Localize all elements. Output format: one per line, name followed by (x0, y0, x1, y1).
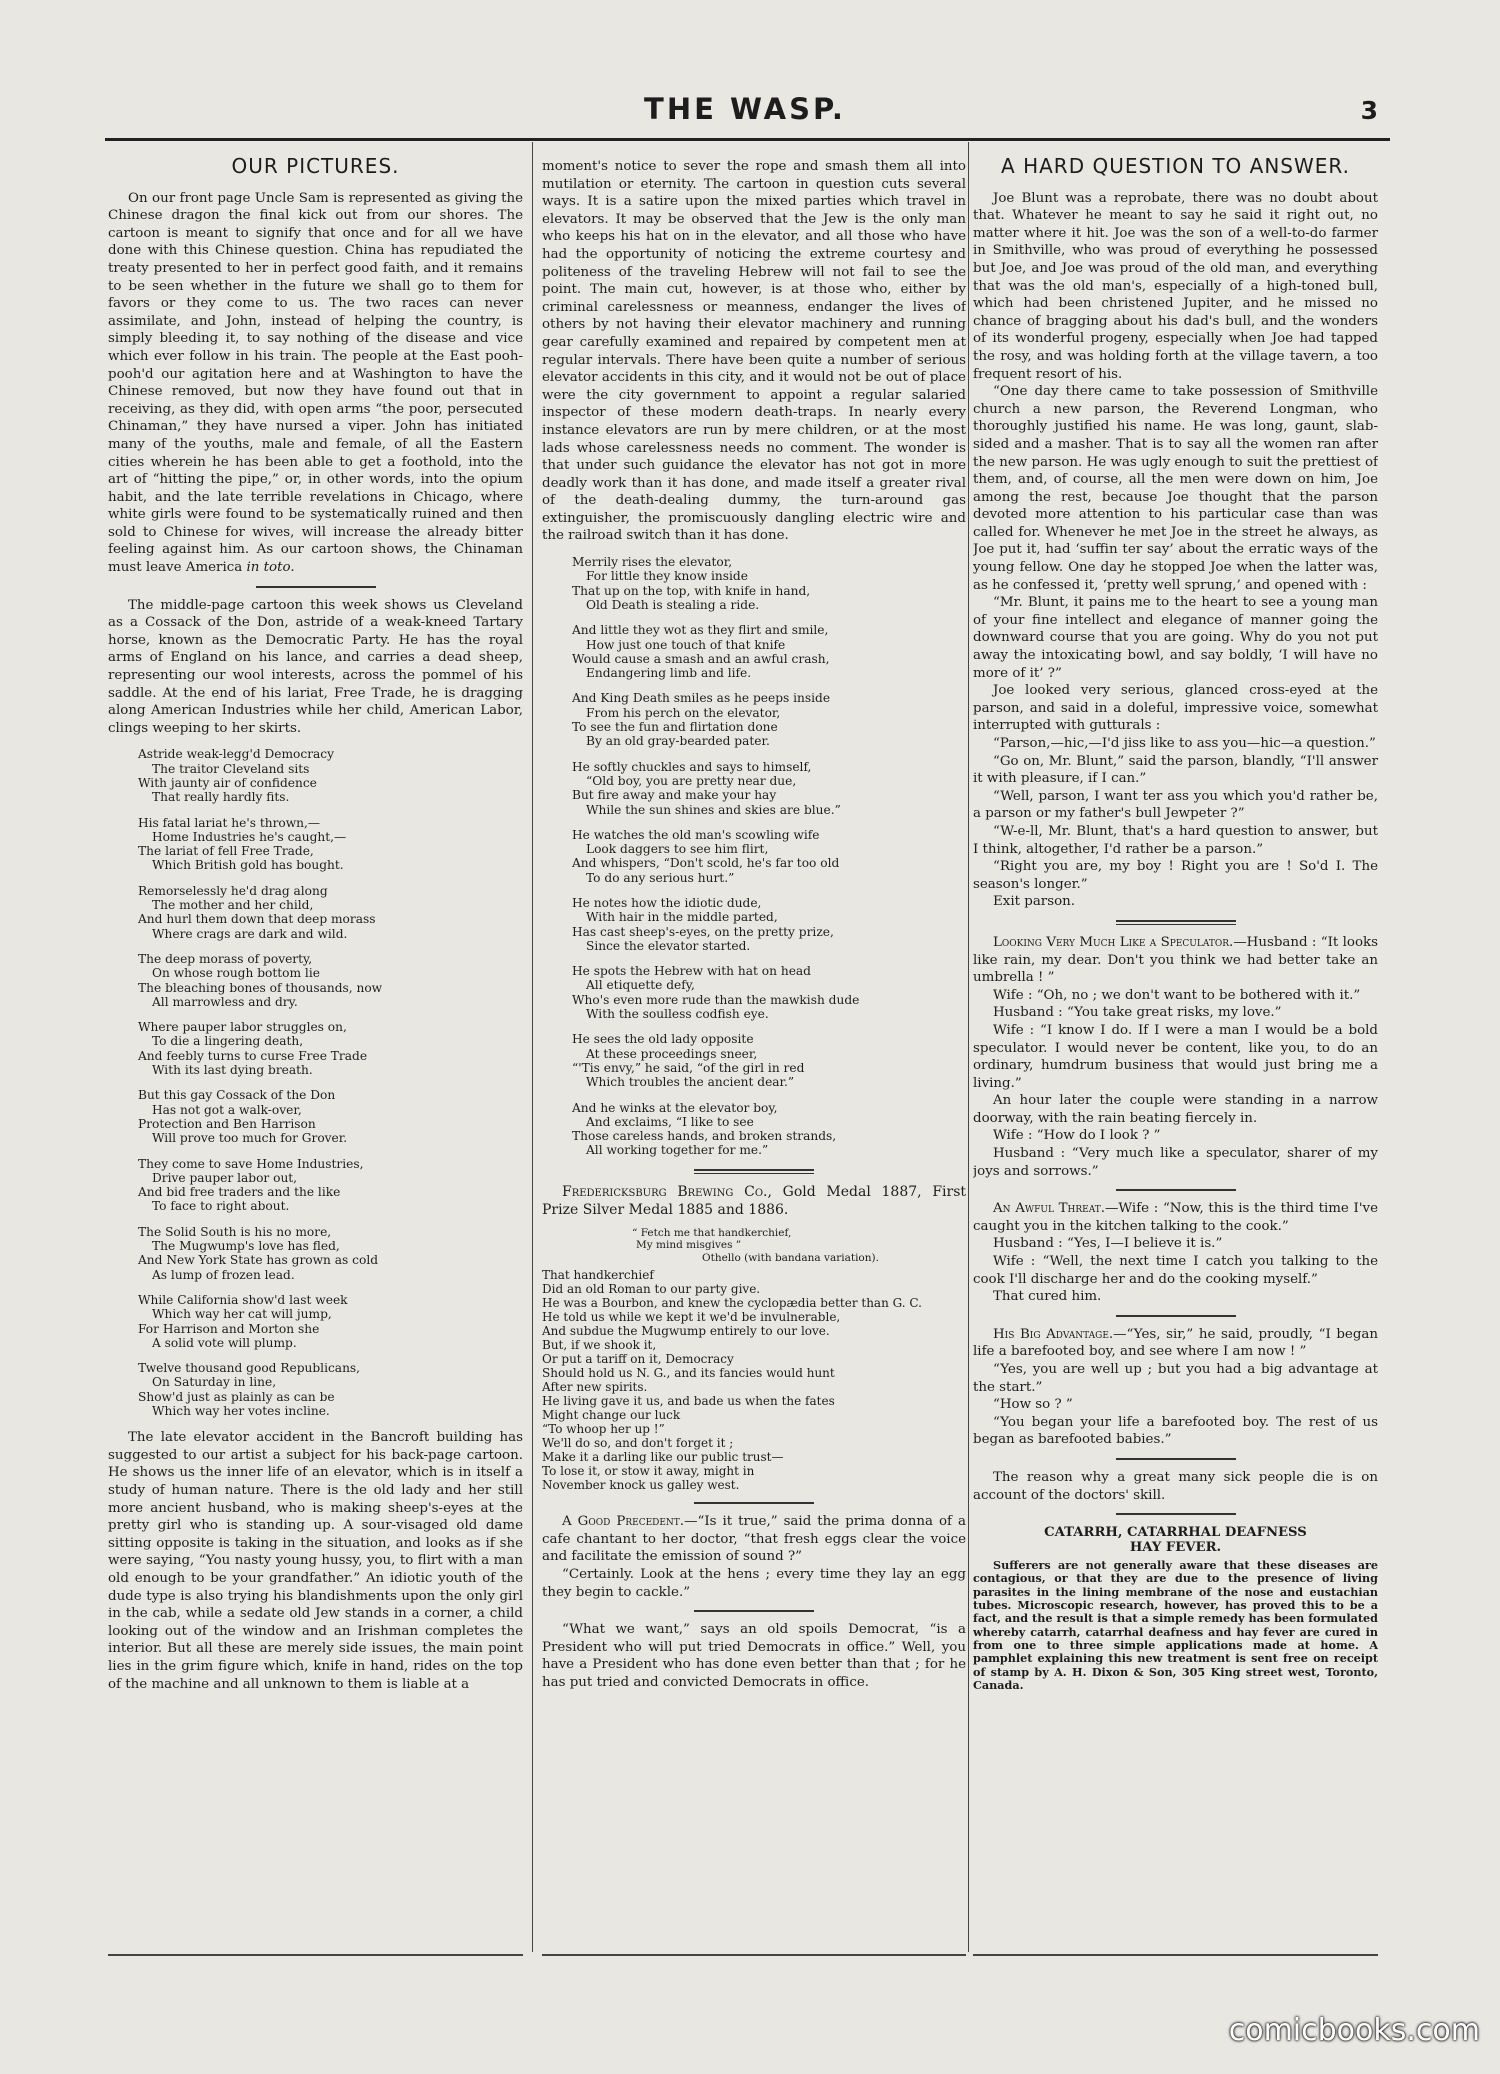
poem-line: On whose rough bottom lie (152, 966, 320, 981)
poem-line: At these proceedings sneer, (586, 1046, 758, 1061)
poem-line: Where crags are dark and wild. (152, 926, 348, 941)
section-divider (1116, 1315, 1236, 1317)
poem-line: Endangering limb and life. (586, 666, 752, 681)
poem-line: The bleaching bones of thousands, now (138, 980, 383, 995)
verse-line: He was a Bourbon, and knew the cyclopædia better than G. C. (542, 1296, 922, 1311)
verse-line: To lose it, or stow it away, might in (542, 1464, 755, 1479)
item-paragraph: “How so ? ” (993, 1397, 1073, 1413)
poem-line: And hurl them down that deep morass (138, 912, 376, 927)
poem-line: He watches the old man's scowling wife (572, 827, 820, 842)
poem-line: The mother and her child, (152, 898, 314, 913)
article-paragraph: Exit parson. (993, 894, 1076, 910)
poem-line: Those careless hands, and broken strands, (572, 1129, 837, 1144)
verse-line: And subdue the Mugwump entirely to our love. (542, 1324, 830, 1339)
poem-line: Which way her votes incline. (152, 1403, 330, 1418)
poem-line: Which British gold has bought. (152, 858, 344, 873)
poem-line: Which troubles the ancient dear.” (586, 1075, 795, 1090)
poem-line: A solid vote will plump. (152, 1335, 297, 1350)
section-heading-our-pictures: OUR PICTURES. (231, 154, 400, 178)
item-paragraph: That cured him. (993, 1289, 1102, 1305)
item-paragraph: An Awful Threat.—Wife : “Now, this is the third time I've caught you in the kitchen talking to the cook.” (973, 1201, 1378, 1234)
doctors-paragraph: The reason why a great many sick people die is on account of the doctors' skill. (973, 1469, 1378, 1503)
article-paragraph: Joe looked very serious, glanced cross-eyed at the parson, and said in a doleful, impressive voice, somewhat interrupted with gutturals : (973, 683, 1378, 734)
precedent-paragraph: A Good Precedent.—“Is it true,” said the prima donna of a cafe chantant to her doctor, “that fresh eggs clear the voice and facilitate the emission of sound ?” (542, 1514, 966, 1565)
poem-stanza (138, 747, 523, 804)
section-divider (1116, 1458, 1236, 1460)
poem-line: On Saturday in line, (152, 1375, 277, 1390)
verse-line: Make it a darling like our public trust— (542, 1450, 784, 1465)
item-paragraph: Husband : “Very much like a speculator, sharer of my joys and sorrows.” (973, 1146, 1378, 1179)
poem-elevator (572, 555, 966, 1158)
poem-line: And whispers, “Don't scold, he's far too old (572, 856, 840, 871)
poem-stanza (138, 816, 523, 873)
verse-line: Did an old Roman to our party give. (542, 1282, 761, 1297)
epigraph (632, 1227, 966, 1265)
section-divider (1116, 920, 1236, 925)
advert-title: CATARRH, CATARRHAL DEAFNESS HAY FEVER. (1044, 1525, 1307, 1556)
poem-line: All marrowless and dry. (152, 994, 298, 1009)
item-paragraph: His Big Advantage.—“Yes, sir,” he said, proudly, “I began life a barefooted boy, and see where I am now ! ” (973, 1326, 1378, 1360)
poem-line: And exclaims, “I like to see (586, 1114, 754, 1129)
section-divider (256, 586, 376, 588)
poem-line: To face to right about. (152, 1199, 290, 1214)
article-paragraph: “Right you are, my boy ! Right you are ! So'd I. The season's longer.” (973, 859, 1378, 892)
watermark-logo: comicbooks.com (1228, 2013, 1480, 2048)
column-middle (542, 158, 966, 1958)
poem-line: For Harrison and Morton she (138, 1321, 320, 1336)
header-rule (105, 138, 1390, 141)
poem-stanza (572, 1032, 966, 1089)
handkerchief-verse (542, 1268, 966, 1492)
poem-line: Which way her cat will jump, (152, 1307, 332, 1322)
poem-stanza (138, 1088, 523, 1145)
poem-line: Old Death is stealing a ride. (586, 597, 760, 612)
precedent-reply: “Certainly. Look at the hens ; every time they lay an egg they begin to cackle.” (542, 1567, 966, 1600)
poem-line: With jaunty air of confidence (138, 776, 317, 790)
poem-line: Who's even more rude than the mawkish dude (572, 992, 860, 1007)
verse-line: That handkerchief (542, 1268, 654, 1283)
item-paragraph: Wife : “How do I look ? ” (993, 1128, 1161, 1144)
article-paragraph: On our front page Uncle Sam is represented as giving the Chinese dragon the final kick out from our shores. The cartoon is meant to signify that once and for all we have done with this Chinese question. China has repudiated the treaty presented to her in perfect good faith, and it remains to be seen whether in the future we shall go to them for favors or they come to us. The two races can never assimilate, and John, instead of helping the country, is simply bleeding it, to say nothing of the disease and vice which ever follow in his train. The people at the East pooh-pooh'd our agitation here and at Washington to have the Chinese removed, but now they have found out that in receiving, as they did, with open arms “the poor, persecuted Chinaman,” they have nursed a viper. John has initiated many of the youths, male and female, of all the Eastern cities wherein he has been able to get a foothold, into the art of “hitting the pipe,” or, in other words, into the opium habit, and the late terrible revelations in Chicago, where white girls were found to be systematically ruined and then sold to Chinese for wives, will increase the already bitter feeling against him. As our cartoon shows, the Chinaman must leave America in toto. (108, 190, 523, 576)
poem-line: As lump of frozen lead. (152, 1267, 295, 1282)
article-paragraph: moment's notice to sever the rope and smash them all into mutilation or eternity. The cartoon in question cuts several ways. It is a satire upon the mixed parties which travel in elevators. It may be observed that the Jew is the only man who keeps his hat on in the elevator, and all those who have had the opportunity of noticing the extreme courtesy and politeness of the traveling Hebrew will not fail to see the point. The main cut, however, is at those who, either by criminal carelessness or meanness, endanger the lives of others by not having their elevator machinery and running gear carefully examined and repaired by competent men at regular intervals. There have been quite a number of serious elevator accidents in this city, and it would not be out of place were the city government to appoint a regular salaried inspector of these modern death-traps. In nearly every instance elevators are run by mere children, or at the most lads whose carelessness needs no comment. The wonder is that under such guidance the elevator has not got in more deadly work than it has done, and made itself a greater rival of the death-dealing dummy, the turn-around gas extinguisher, the promiscuously dangling electric wire and the railroad switch than it has done. (542, 159, 966, 544)
masthead-title: THE WASP. (644, 92, 846, 126)
poem-line: Astride weak-legg'd Democracy (138, 747, 335, 762)
poem-line: Show'd just as plainly as can be (138, 1389, 335, 1404)
brewing-notice: Fredericksburg Brewing Co., Gold Medal 1887, First Prize Silver Medal 1885 and 1886. (542, 1183, 966, 1218)
item-paragraph: Husband : “You take great risks, my love.” (993, 1005, 1282, 1021)
poem-line: Twelve thousand good Republicans, (138, 1361, 361, 1376)
column-bottom-rule (973, 1954, 1378, 1956)
column-right (973, 148, 1378, 1948)
advert-body: Sufferers are not generally aware that these diseases are contagious, or that they are due to the presence of living parasites in the lining membrane of the nose and eustachian tubes. Microscopic research, however, has proved this to be a fact, and the result is that a simple remedy has been formulated whereby catarrh, catarrhal deafness and hay fever are cured in from one to three simple applications made at home. A pamphlet explaining this new treatment is sent free on receipt of stamp by A. H. Dixon & Son, 305 King street west, Toronto, Canada. (973, 1558, 1378, 1692)
poem-line: With the soulless codfish eye. (586, 1007, 769, 1022)
poem-line: The traitor Cleveland sits (152, 761, 310, 776)
poem-stanza (572, 623, 966, 680)
article-paragraph: “Parson,—hic,—I'd jiss like to ass you—hic—a question.” (993, 736, 1376, 751)
poem-line: From his perch on the elevator, (586, 705, 781, 720)
speculator-item (973, 934, 1378, 1180)
poem-line: For little they know inside (586, 569, 748, 584)
section-divider (1116, 1189, 1236, 1191)
verse-line: November knock us galley west. (542, 1478, 740, 1493)
poem-stanza (138, 884, 523, 941)
poem-line: While the sun shines and skies are blue.” (586, 802, 841, 817)
column-left (108, 148, 523, 1948)
poem-stanza (572, 828, 966, 885)
poem-line: And feebly turns to curse Free Trade (138, 1048, 368, 1063)
verse-line: Might change our luck (542, 1408, 681, 1423)
item-paragraph: “Yes, you are well up ; but you had a big advantage at the start.” (973, 1362, 1378, 1395)
poem-line: “'Tis envy,” he said, “of the girl in red (572, 1060, 805, 1075)
poem-stanza (572, 1101, 966, 1158)
item-paragraph: Husband : “Yes, I—I believe it is.” (993, 1236, 1223, 1252)
article-paragraph: The middle-page cartoon this week shows us Cleveland as a Cossack of the Don, astride of a weak-kneed Tartary horse, known as the Democratic Party. He has the royal arms of England on his lance, and carries a dead sheep, representing our wool interests, across the pommel of his saddle. At the end of his lariat, Free Trade, he is dragging along American Industries while her child, American Labor, clings weeping to her skirts. (108, 597, 523, 736)
poem-line: And King Death smiles as he peeps inside (572, 691, 831, 706)
verse-line: He told us while we kept it we'd be invulnerable, (542, 1310, 841, 1325)
section-divider (1116, 1513, 1236, 1515)
poem-line: By an old gray-bearded pater. (586, 734, 770, 749)
epigraph-line: Othello (with bandana variation). (702, 1251, 879, 1264)
poem-stanza (572, 555, 966, 612)
item-paragraph: Wife : “Well, the next time I catch you talking to the cook I'll discharge her and do the cooking myself.” (973, 1254, 1378, 1287)
section-divider (694, 1502, 814, 1504)
poem-line: Has not got a walk-over, (152, 1102, 302, 1117)
verse-line: He living gave it us, and bade us when the fates (542, 1394, 835, 1409)
verse-line: “To whoop her up !” (542, 1422, 665, 1437)
poem-line: The Mugwump's love has fled, (152, 1239, 340, 1254)
item-paragraph: Looking Very Much Like a Speculator.—Husband : “It looks like rain, my dear. Don't you think we had better take an umbrella ! ” (973, 934, 1378, 986)
poem-cossack (138, 747, 523, 1418)
item-paragraph: “You began your life a barefooted boy. The rest of us began as barefooted babies.” (973, 1414, 1378, 1448)
poem-stanza (572, 964, 966, 1021)
poem-line: He notes how the idiotic dude, (572, 896, 762, 910)
poem-line: While California show'd last week (138, 1292, 348, 1307)
poem-stanza (138, 1020, 523, 1077)
poem-line: Drive pauper labor out, (152, 1170, 298, 1185)
article-paragraph: “Go on, Mr. Blunt,” said the parson, blandly, “I'll answer it with pleasure, if I can.” (973, 753, 1378, 787)
poem-line: But fire away and make your hay (572, 788, 777, 803)
poem-line: And he winks at the elevator boy, (572, 1100, 778, 1115)
poem-stanza (572, 760, 966, 817)
article-paragraph: “One day there came to take possession of Smithville church a new parson, the Reverend Longman, who thoroughly justified his name. He was long, gaunt, slab-sided and a masher. That is to say all the women ran after the new parson. He was ugly enough to suit the prettiest of them, and, of course, all the men were down on him, Joe among the rest, because Joe thought that the parson devoted more attention to his particular case than was called for. Whenever he met Joe in the street he always, as Joe put it, had ‘suffin ter say’ about the erratic ways of the young fellow. One day he stopped Joe when the latter was, as he confessed it, ‘pretty well sprung,’ and opened with : (973, 384, 1378, 593)
poem-line: “Old boy, you are pretty near due, (586, 773, 797, 788)
page-number: 3 (1360, 96, 1378, 125)
item-paragraph: Wife : “I know I do. If I were a man I would be a bold speculator. I would never be content, like you, to do an ordinary, humdrum business that would just bring me a living.” (973, 1022, 1378, 1091)
poem-line: Will prove too much for Grover. (152, 1131, 348, 1146)
poem-line: With its last dying breath. (152, 1063, 313, 1078)
verse-line: Should hold us N. G., and its fancies would hunt (542, 1366, 835, 1381)
verse-line: Or put a tariff on it, Democracy (542, 1352, 734, 1367)
poem-line: The Solid South is his no more, (138, 1224, 332, 1239)
poem-stanza (572, 896, 966, 953)
verse-line: But, if we shook it, (542, 1338, 657, 1353)
poem-line: And New York State has grown as cold (138, 1253, 379, 1268)
poem-line: Has cast sheep's-eyes, on the pretty prize, (572, 924, 834, 939)
poem-line: That up on the top, with knife in hand, (572, 583, 811, 598)
poem-line: His fatal lariat he's thrown,— (138, 815, 321, 830)
poem-line: Merrily rises the elevator, (572, 555, 733, 570)
item-paragraph: An hour later the couple were standing in a narrow doorway, with the rain beating fiercely in. (973, 1093, 1378, 1126)
epigraph-line: “ Fetch me that handkerchief, (632, 1226, 792, 1239)
poem-stanza (572, 691, 966, 748)
poem-line: Since the elevator started. (586, 938, 751, 953)
poem-line: But this gay Cossack of the Don (138, 1088, 336, 1103)
poem-line: The lariat of fell Free Trade, (138, 844, 314, 859)
poem-line: Protection and Ben Harrison (138, 1116, 316, 1131)
article-paragraph: “Well, parson, I want ter ass you which you'd rather be, a parson or my father's bull Jewpeter ?” (973, 788, 1378, 822)
democrat-paragraph: “What we want,” says an old spoils Democrat, “is a President who will put tried Democrats in office.” Well, you have a President who has done even better than that ; for he has put tried and convicted Democrats in office. (542, 1622, 966, 1690)
poem-line: The deep morass of poverty, (138, 951, 313, 966)
poem-line: All working together for me.” (586, 1143, 769, 1158)
section-divider (694, 1610, 814, 1612)
poem-line: To see the fun and flirtation done (572, 720, 778, 735)
article-paragraph: “Mr. Blunt, it pains me to the heart to see a young man of your fine intellect and elegance of manner going the downward course that you are going. Why do you not put away the intoxicating bowl, and say boldly, ‘I will have no more of it’ ?” (973, 595, 1378, 681)
article-paragraph: “W-e-ll, Mr. Blunt, that's a hard question to answer, but I think, altogether, I'd rather be a parson.” (973, 823, 1378, 857)
item-paragraph: Wife : “Oh, no ; we don't want to be bothered with it.” (993, 987, 1361, 1003)
poem-line: Remorselessly he'd drag along (138, 883, 328, 898)
poem-line: Home Industries he's caught,— (152, 829, 347, 844)
column-divider (968, 142, 969, 1952)
poem-line: And little they wot as they flirt and smile, (572, 623, 829, 638)
poem-line: He softly chuckles and says to himself, (572, 759, 812, 774)
advantage-item (973, 1326, 1378, 1449)
poem-line: With hair in the middle parted, (586, 910, 778, 925)
poem-line: All etiquette defy, (586, 978, 695, 993)
poem-stanza (138, 1293, 523, 1350)
poem-line: To die a lingering death, (152, 1034, 304, 1049)
poem-line: He spots the Hebrew with hat on head (572, 964, 811, 979)
column-bottom-rule (108, 1954, 523, 1956)
article-paragraph: The late elevator accident in the Bancroft building has suggested to our artist a subject for his back-page cartoon. He shows us the inner life of an elevator, which is in itself a study of human nature. There is the old lady and her still more ancient husband, who is making sheep's-eyes at the pretty girl who is standing up. A sour-visaged old dame sitting opposite is taking in the situation, and looks as if she were saying, “You nasty young hussy, you, to flirt with a man old enough to be your grandfather.” An idiotic youth of the dude type is also trying his blandishments upon the only girl in the cab, while a sedate old Jew stands in a corner, a child looking out of the window and an Irishman completes the interior. But all these are merely side issues, the main point lies in the grim figure which, knife in hand, rides on the top of the machine and all unknown to them is liable at a (108, 1430, 523, 1692)
poem-line: Where pauper labor struggles on, (138, 1020, 347, 1035)
section-heading-hard-question: A HARD QUESTION TO ANSWER. (1001, 154, 1350, 178)
poem-line: He sees the old lady opposite (572, 1032, 754, 1047)
section-divider (694, 1169, 814, 1174)
poem-line: And bid free traders and the like (138, 1185, 341, 1200)
poem-stanza (138, 1361, 523, 1418)
verse-line: After new spirits. (542, 1380, 648, 1395)
poem-line: Would cause a smash and an awful crash, (572, 651, 830, 666)
article-paragraph: Joe Blunt was a reprobate, there was no doubt about that. Whatever he meant to say he said it right out, no matter where it hit. Joe was the son of a well-to-do farmer in Smithville, who was proud of everything he possessed but Joe, and Joe was proud of the old man, and everything that was the old man's, especially of a high-toned bull, which had been christened Jupiter, and he missed no chance of bragging about his dad's bull, and the wonders of its wonderful progeny, especially when Joe had tapped the rosy, and was holding forth at the village tavern, a too frequent resort of his. (973, 190, 1378, 382)
verse-line: We'll do so, and don't forget it ; (542, 1436, 734, 1451)
poem-line: How just one touch of that knife (586, 637, 786, 652)
poem-line: That really hardly fits. (152, 790, 290, 805)
column-divider (532, 142, 533, 1952)
poem-line: To do any serious hurt.” (586, 870, 735, 885)
poem-stanza (138, 1157, 523, 1214)
poem-line: They come to save Home Industries, (138, 1156, 364, 1171)
poem-line: Look daggers to see him flirt, (586, 842, 769, 857)
threat-item (973, 1200, 1378, 1306)
epigraph-line: My mind misgives ” (636, 1239, 742, 1252)
poem-stanza (138, 1225, 523, 1282)
poem-stanza (138, 952, 523, 1009)
